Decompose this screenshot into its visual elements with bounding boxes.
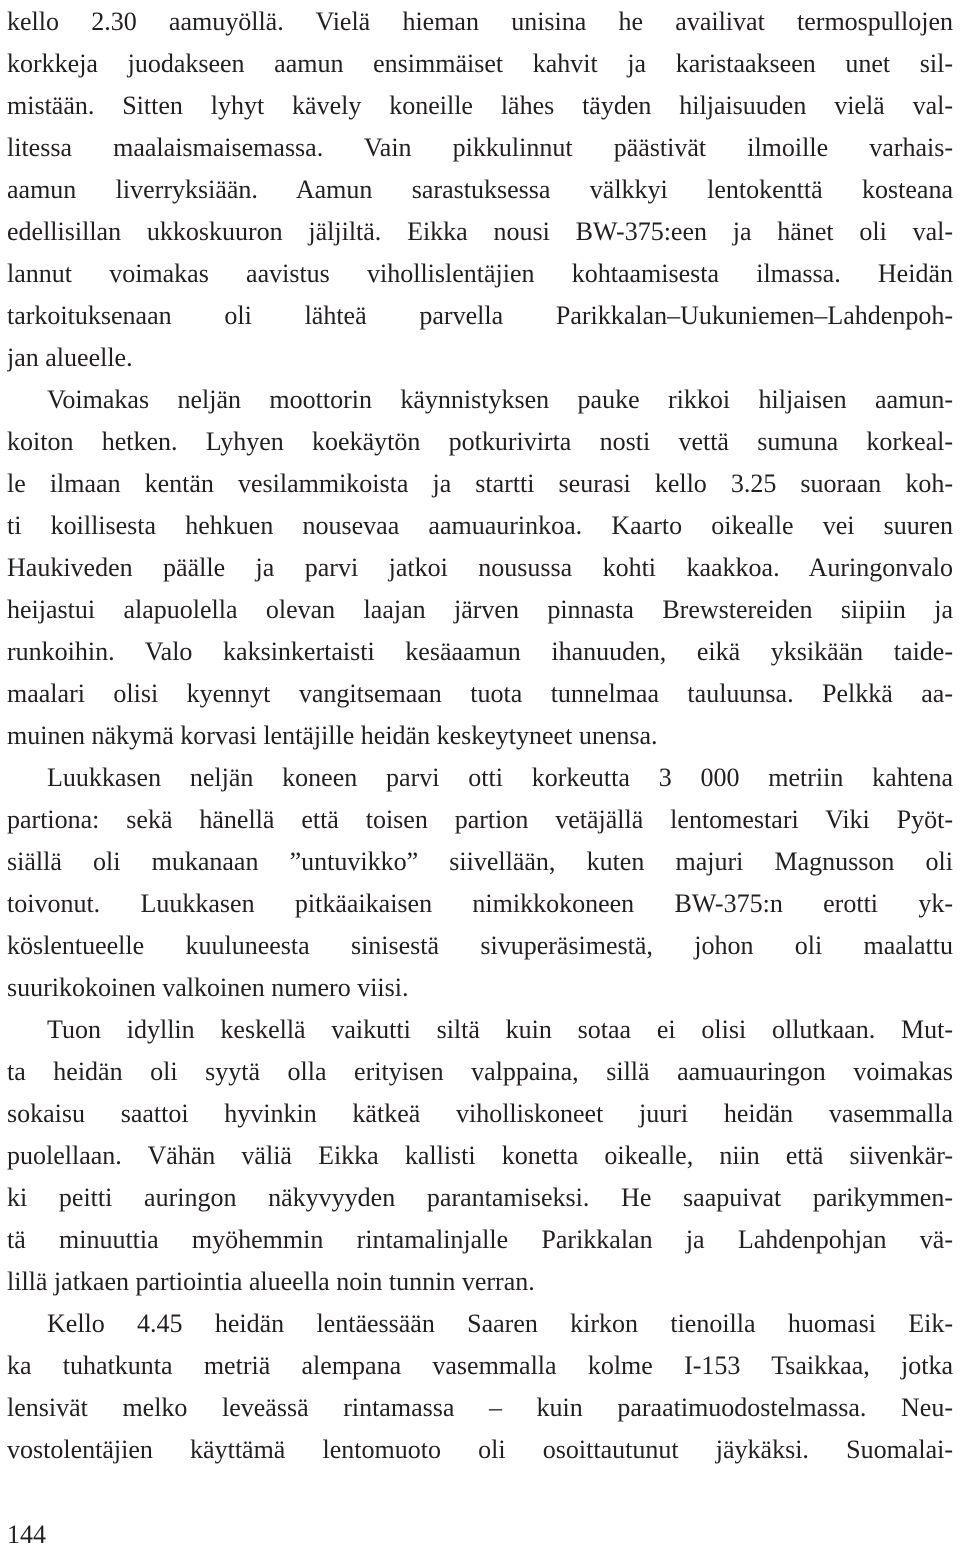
text-line: ta heidän oli syytä olla erityisen valppaina, sillä aamuauringon voimakas: [7, 1057, 953, 1086]
text-line: runkoihin. Valo kaksinkertaisti kesäaamun ihanuuden, eikä yksikään taide-: [7, 637, 953, 666]
text-line: aamun liverryksiään. Aamun sarastuksessa välkkyi lentokenttä kosteana: [7, 175, 953, 204]
text-line: Kello 4.45 heidän lentäessään Saaren kirkon tienoilla huomasi Eik-: [47, 1309, 953, 1338]
text-line: Tuon idyllin keskellä vaikutti siltä kuin sotaa ei olisi ollutkaan. Mut-: [47, 1015, 953, 1044]
text-line: ti koillisesta hehkuen nousevaa aamuaurinkoa. Kaarto oikealle vei suuren: [7, 511, 953, 540]
text-line: jan alueelle.: [7, 343, 133, 372]
page-number: 144: [7, 1520, 46, 1549]
text-line: lillä jatkaen partiointia alueella noin tunnin verran.: [7, 1267, 535, 1296]
text-line: suurikokoinen valkoinen numero viisi.: [7, 973, 409, 1002]
text-line: ki peitti auringon näkyvyyden parantamiseksi. He saapuivat parikymmen-: [7, 1183, 953, 1212]
text-line: tä minuuttia myöhemmin rintamalinjalle Parikkalan ja Lahdenpohjan vä-: [7, 1225, 953, 1254]
text-line: tarkoituksenaan oli lähteä parvella Parikkalan–Uukuniemen–Lahdenpoh-: [7, 301, 953, 330]
text-line: ka tuhatkunta metriä alempana vasemmalla kolme I-153 Tsaikkaa, jotka: [7, 1351, 953, 1380]
text-line: kello 2.30 aamuyöllä. Vielä hieman unisina he availivat termospullojen: [7, 7, 953, 36]
text-line: maalari olisi kyennyt vangitsemaan tuota tunnelmaa tauluunsa. Pelkkä aa-: [7, 679, 953, 708]
text-line: edellisillan ukkoskuuron jäljiltä. Eikka nousi BW-375:een ja hänet oli val-: [7, 217, 953, 246]
text-line: Voimakas neljän moottorin käynnistyksen pauke rikkoi hiljaisen aamun-: [47, 385, 953, 414]
text-line: lensivät melko leveässä rintamassa – kuin paraatimuodostelmassa. Neu-: [7, 1393, 953, 1422]
text-line: köslentueelle kuuluneesta sinisestä sivuperäsimestä, johon oli maalattu: [7, 931, 953, 960]
text-line: heijastui alapuolella olevan laajan järven pinnasta Brewstereiden siipiin ja: [7, 595, 953, 624]
text-line: partiona: sekä hänellä että toisen partion vetäjällä lentomestari Viki Pyöt-: [7, 805, 953, 834]
text-line: Luukkasen neljän koneen parvi otti korkeutta 3 000 metriin kahtena: [47, 763, 953, 792]
text-line: sokaisu saattoi hyvinkin kätkeä viholliskoneet juuri heidän vasemmalla: [7, 1099, 953, 1128]
text-line: puolellaan. Vähän väliä Eikka kallisti konetta oikealle, niin että siivenkär-: [7, 1141, 953, 1170]
text-line: muinen näkymä korvasi lentäjille heidän keskeytyneet unensa.: [7, 721, 658, 750]
text-line: vostolentäjien käyttämä lentomuoto oli osoittautunut jäykäksi. Suomalai-: [7, 1435, 953, 1464]
text-line: koiton hetken. Lyhyen koekäytön potkurivirta nosti vettä sumuna korkeal-: [7, 427, 953, 456]
text-line: korkkeja juodakseen aamun ensimmäiset kahvit ja karistaakseen unet sil-: [7, 49, 953, 78]
text-line: le ilmaan kentän vesilammikoista ja startti seurasi kello 3.25 suoraan koh-: [7, 469, 953, 498]
text-line: Haukiveden päälle ja parvi jatkoi nousussa kohti kaakkoa. Auringonvalo: [7, 553, 953, 582]
text-line: mistään. Sitten lyhyt kävely koneille lähes täyden hiljaisuuden vielä val-: [7, 91, 953, 120]
text-line: lannut voimakas aavistus vihollislentäjien kohtaamisesta ilmassa. Heidän: [7, 259, 953, 288]
text-line: litessa maalaismaisemassa. Vain pikkulinnut päästivät ilmoille varhais-: [7, 133, 953, 162]
text-line: siällä oli mukanaan ”untuvikko” siivellään, kuten majuri Magnusson oli: [7, 847, 953, 876]
text-line: toivonut. Luukkasen pitkäaikaisen nimikkokoneen BW-375:n erotti yk-: [7, 889, 953, 918]
